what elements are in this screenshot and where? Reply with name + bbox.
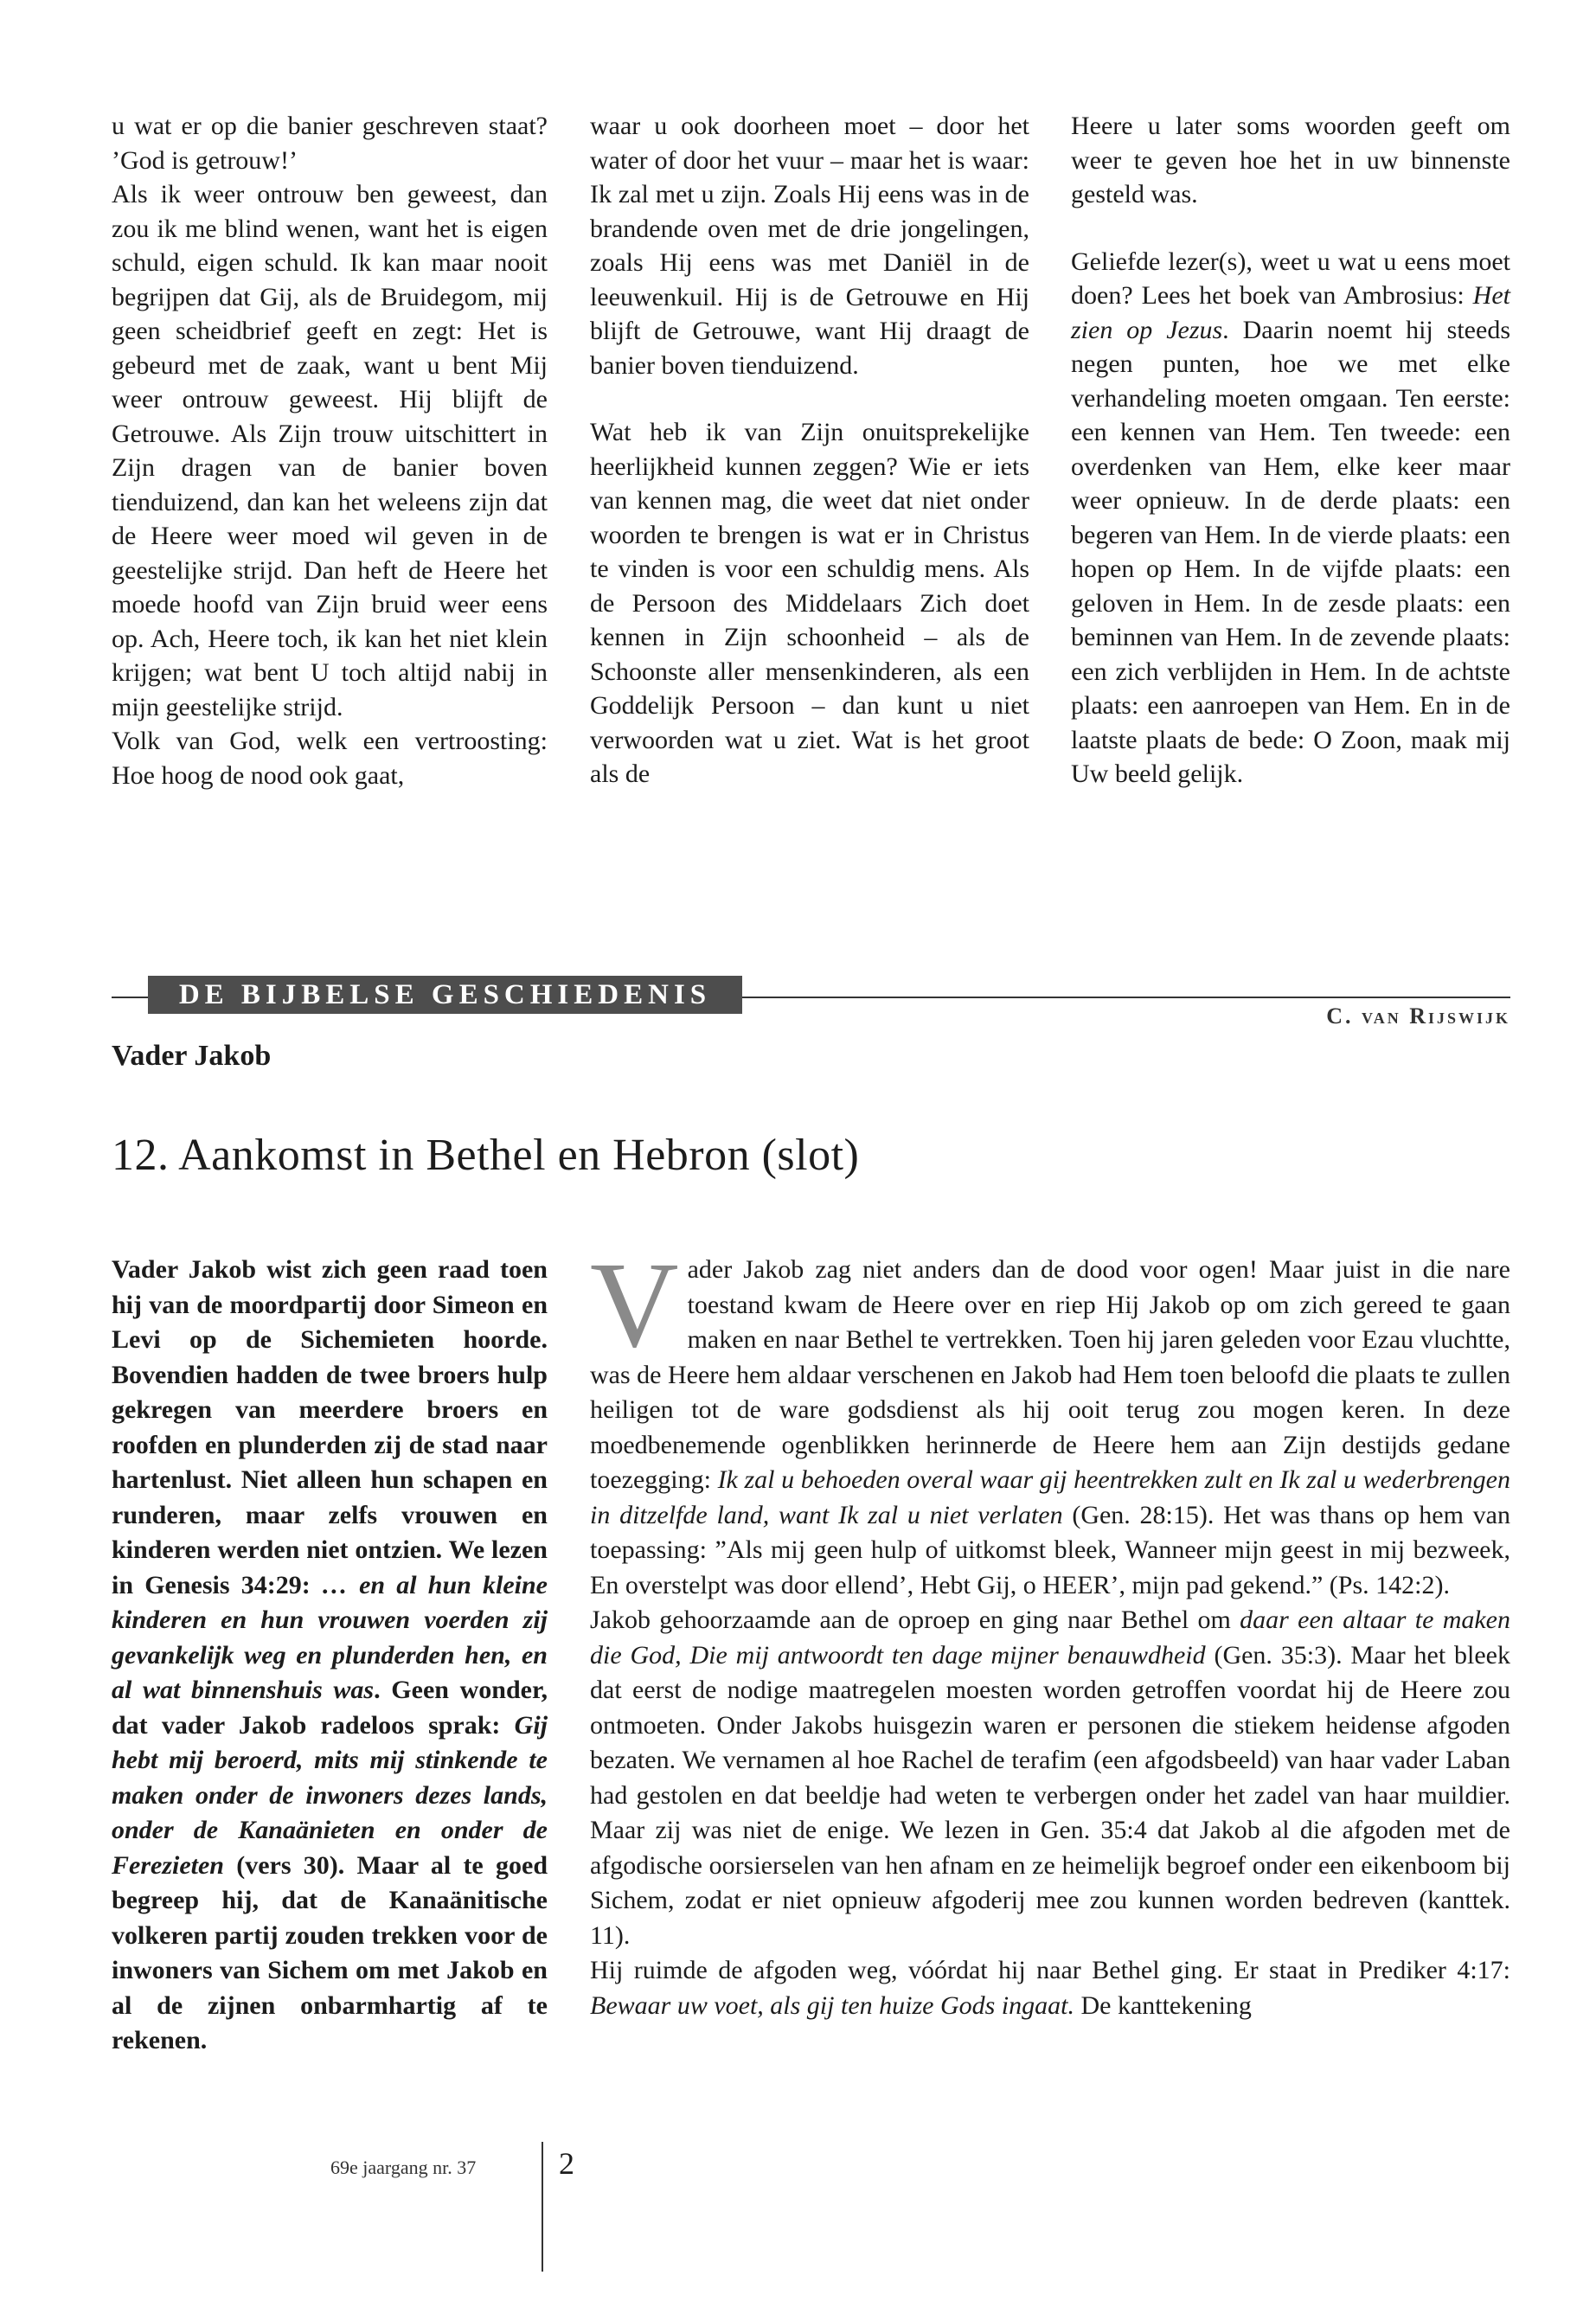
paragraph xyxy=(590,1236,1510,1603)
text-run: (vers 30). Maar al te goed begreep hij, dat de Kanaänitische volkeren partij zouden trekken voor de inwoners van Sichem om met Jakob en al de zijnen onbarmhartig af te rekenen. xyxy=(112,1850,548,2054)
paragraph xyxy=(590,1953,1510,2023)
text-column-2 xyxy=(590,109,1029,792)
text-run: Geliefde lezer(s), weet u wat u eens moet doen? Lees het boek van Ambrosius: xyxy=(1071,247,1510,310)
page-number: 2 xyxy=(559,2146,574,2181)
text-run: De kanttekening xyxy=(1074,1990,1252,2020)
paragraph: Wat heb ik van Zijn onuitsprekelijke heerlijkheid kunnen zeggen? Wie er iets van kennen mag, die weet dat niet onder woorden te brengen is wat er in Christus te vinden is voor een schuldig mens. Als de Persoon des Middelaars Zich doet kennen in Zijn schoonheid – als de Schoonste aller mensenkinderen, als een Goddelijk Persoon – dan kunt u niet verwoorden wat u ziet. Wat is het groot als de xyxy=(590,418,1029,788)
text-run: . Geen wonder, dat vader Jakob radeloos sprak: xyxy=(112,1676,548,1740)
paragraph xyxy=(590,1603,1510,1953)
text-column-1 xyxy=(112,109,548,792)
section-rule-right xyxy=(742,997,1510,998)
quote: Ik zal u behoeden overal waar gij heentrekken zult en Ik zal u wederbrengen in ditzelfde land, want Ik zal u niet verlaten xyxy=(590,1465,1510,1529)
text-run: (Gen. 28:15). Het was thans op hem van toepassing: ”Als mij geen hulp of uitkomst bleek, Wanneer mijn geest in mij bezweek, En overstelpt was door ellend’, Hebt Gij, o HEER’, mijn pad gekend.” (Ps. 142:2). xyxy=(590,1500,1510,1599)
drop-cap: V xyxy=(590,1236,679,1373)
footer-divider xyxy=(542,2142,543,2272)
series-title: Vader Jakob xyxy=(112,1040,272,1072)
paragraph: u wat er op die banier geschreven staat? ’God is getrouw!’ xyxy=(112,112,548,175)
text-run: . Daarin noemt hij steeds negen punten, hoe we met elke verhandeling moeten omgaan. Ten eerste: een kennen van Hem. Ten tweede: een overdenken van Hem, elke keer maar weer opnieuw. In de derde plaats: een begeren van Hem. In de vierde plaats: een hopen op Hem. In de vijfde plaats: een geloven in Hem. In de zesde plaats: een beminnen van Hem. In de zevende plaats: een zich verblijden in Hem. In de achtste plaats: een aanroepen van Hem. En in de laatste plaats de bede: O Zoon, maak mij Uw beeld gelijk. xyxy=(1071,315,1510,788)
text-column-3 xyxy=(1071,109,1510,792)
quote: Gij hebt mij beroerd, mits mij stinkende te maken onder de inwoners dezes lands, onder de Kanaänieten en onder de Ferezieten xyxy=(112,1710,548,1880)
paragraph xyxy=(1071,245,1510,792)
section-rule-left xyxy=(112,997,148,998)
paragraph: waar u ook doorheen moet – door het water of door het vuur – maar het is waar: Ik zal met u zijn. Zoals Hij eens was in de brandende oven met de drie jongelingen, zoals Hij eens was met Daniël in de leeuwenkuil. Hij is de Getrouwe en Hij blijft de Getrouwe, want Hij draagt de banier boven tienduizend. xyxy=(590,112,1029,380)
text-run: (Gen. 35:3). Maar het bleek dat eerst de nodige maatregelen moesten worden getroffen voordat hij de Heere zou ontmoeten. Onder Jakobs huisgezin waren er personen die stiekem heidense afgoden bezaten. We vernamen al hoe Rachel de terafim (een afgodsbeeld) van haar vader Laban had gestolen en dat beeldje had weten te verbergen onder het zadel van haar muildier. Maar zij was niet de enige. We lezen in Gen. 35:4 dat Jakob al die afgoden met de afgodische oorsierselen van hen afnam en ze heimelijk begroef onder een eikenboom bij Sichem, zodat er niet opnieuw afgoderij mee zou kunnen worden bedreven (kanttek. 11). xyxy=(590,1640,1510,1950)
text-run: ader Jakob zag niet anders dan de dood voor ogen! Maar juist in die nare toestand kwam de Heere over en riep Hij Jakob op om zich gereed te gaan maken en naar Bethel te vertrekken. Toen hij jaren geleden voor Ezau vluchtte, was de Heere hem aldaar verschenen en Jakob had Hem toen beloofd die plaats te zullen heiligen tot de ware godsdienst als hij ooit terug zou mogen keren. In deze moedbenemende ogenblikken herinnerde de Heere hem aan Zijn destijds gedane toezegging: xyxy=(590,1255,1510,1494)
text-run: Jakob gehoorzaamde aan de oproep en ging naar Bethel om xyxy=(590,1606,1240,1634)
quote: Bewaar uw voet, als gij ten huize Gods ingaat. xyxy=(590,1990,1074,2020)
intro-text xyxy=(112,1253,548,2059)
volume-number: 69e jaargang nr. 37 xyxy=(330,2157,477,2178)
quote: … en al hun kleine kinderen en hun vrouwen voerden zij gevankelijk weg en plunderden hen, en al wat binnenshuis was xyxy=(112,1570,548,1704)
text-run: Vader Jakob wist zich geen raad toen hij van de moordpartij door Simeon en Levi op de Sichemieten hoorde. Bovendien hadden de twee broers hulp gekregen van meerdere broers en roofden en plunderden zij de stad naar hartenlust. Niet alleen hun schapen en runderen, maar zelfs vrouwen en kinderen werden niet ontzien. We lezen in Genesis 34:29: xyxy=(112,1255,548,1599)
article-body xyxy=(590,1236,1510,2023)
text-run: Hij ruimde de afgoden weg, vóórdat hij naar Bethel ging. Er staat in Prediker 4:17: xyxy=(590,1956,1510,1984)
intro-paragraph xyxy=(112,1253,548,2059)
paragraph: Als ik weer ontrouw ben geweest, dan zou ik me blind wenen, want het is eigen schuld, eigen schuld. Ik kan maar nooit begrijpen dat Gij, als de Bruidegom, mij geen scheidbrief geeft en zegt: Het is gebeurd met de zaak, want u bent Mij weer ontrouw geweest. Hij blijft de Getrouwe. Als Zijn trouw uitschittert in Zijn dragen van de banier boven tienduizend, dan kan het weleens zijn dat de Heere weer moed wil geven in de geestelijke strijd. Dan heft de Heere het moede hoofd van Zijn bruid weer eens op. Ach, Heere toch, ik kan het niet klein krijgen; wat bent U toch altijd nabij in mijn geestelijke strijd. xyxy=(112,180,548,721)
paragraph: Heere u later soms woorden geeft om weer te geven hoe het in uw binnenste gesteld was. xyxy=(1071,112,1510,208)
section-label: DE BIJBELSE GESCHIEDENIS xyxy=(148,976,742,1014)
article-title: 12. Aankomst in Bethel en Hebron (slot) xyxy=(112,1131,860,1180)
quote: daar een altaar te maken die God, Die mij antwoordt ten dage mijner benauwdheid xyxy=(590,1606,1510,1670)
paragraph: Volk van God, welk een vertroosting: Hoe hoog de nood ook gaat, xyxy=(112,727,548,790)
author-byline: C. van Rijswijk xyxy=(1326,1003,1510,1029)
book-title: Het zien op Jezus xyxy=(1071,281,1510,344)
